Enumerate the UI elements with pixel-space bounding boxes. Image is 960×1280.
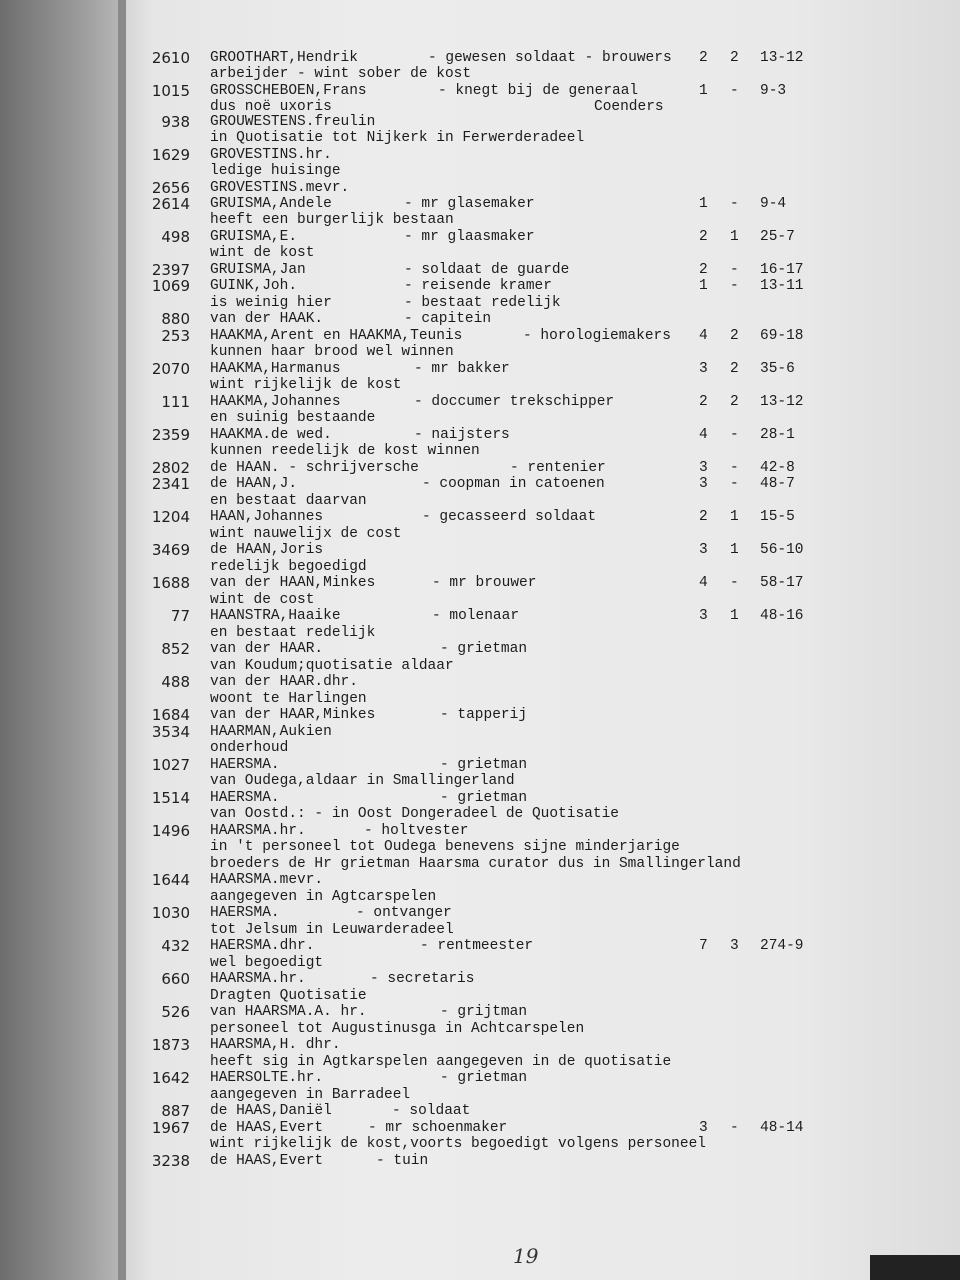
record-number: 1688	[151, 574, 190, 592]
entry-text: wint de kost	[210, 245, 315, 261]
record-number: 2070	[151, 360, 190, 378]
record-number: 111	[161, 393, 190, 411]
assessment: 13-11	[760, 278, 804, 294]
entry-text: GUINK,Joh.	[210, 278, 298, 294]
count-b: 2	[730, 361, 739, 377]
count-a: 4	[699, 427, 708, 443]
entry-text: van der HAAN,Minkes	[210, 575, 376, 591]
entry-text: personeel tot Augustinusga in Achtcarspelen	[210, 1021, 585, 1037]
record-number: 1015	[151, 82, 190, 100]
count-b: 2	[730, 394, 739, 410]
assessment: 13-12	[760, 50, 804, 66]
entry-text: GROVESTINS.hr.	[210, 147, 332, 163]
record-number: 488	[161, 673, 190, 691]
entry-text: is weinig hier	[210, 295, 332, 311]
count-b: -	[730, 196, 739, 212]
register-row	[0, 147, 960, 164]
entry-text: HAARMAN,Aukien	[210, 724, 332, 740]
register-row	[0, 394, 960, 411]
count-b: -	[730, 1120, 739, 1136]
record-number: 526	[161, 1003, 190, 1021]
entry-text: onderhoud	[210, 740, 289, 756]
register-row	[0, 1153, 960, 1170]
register-row	[0, 1054, 960, 1071]
record-number: 1204	[151, 508, 190, 526]
register-row	[0, 674, 960, 691]
assessment: 9-4	[760, 196, 787, 212]
record-number: 1967	[151, 1119, 190, 1137]
occupation: - molenaar	[432, 608, 520, 624]
occupation: - ontvanger	[356, 905, 452, 921]
record-number: 498	[161, 228, 190, 246]
count-b: 1	[730, 542, 739, 558]
count-a: 3	[699, 476, 708, 492]
assessment: 274-9	[760, 938, 804, 954]
assessment: 48-7	[760, 476, 795, 492]
register-row	[0, 905, 960, 922]
register-row	[0, 757, 960, 774]
entry-text: broeders de Hr grietman Haarsma curator dus in Smallingerland	[210, 856, 741, 872]
assessment: 58-17	[760, 575, 804, 591]
entry-text: HAARSMA.hr.	[210, 823, 306, 839]
record-number: 887	[161, 1102, 190, 1120]
register-row	[0, 311, 960, 328]
occupation: - tapperij	[440, 707, 528, 723]
record-number: 2359	[151, 426, 190, 444]
register-row	[0, 460, 960, 477]
occupation: - bestaat redelijk	[404, 295, 561, 311]
register-row	[0, 707, 960, 724]
register-row	[0, 938, 960, 955]
record-number: 3238	[151, 1152, 190, 1170]
occupation: - grietman	[440, 1070, 528, 1086]
register-row	[0, 1004, 960, 1021]
count-a: 3	[699, 542, 708, 558]
register-row	[0, 988, 960, 1005]
register-row	[0, 839, 960, 856]
record-number: 432	[161, 937, 190, 955]
entry-text: redelijk begoedigd	[210, 559, 367, 575]
page-number: 19	[513, 1244, 539, 1268]
register-row	[0, 526, 960, 543]
record-number: 1069	[151, 277, 190, 295]
register-row	[0, 542, 960, 559]
entry-text: en bestaat daarvan	[210, 493, 367, 509]
register-row	[0, 575, 960, 592]
occupation: - gewesen soldaat - brouwers	[428, 50, 672, 66]
entry-text: HAARSMA.hr.	[210, 971, 306, 987]
occupation: - grietman	[440, 790, 528, 806]
register-row	[0, 856, 960, 873]
entry-text: GROOTHART,Hendrik	[210, 50, 358, 66]
count-a: 2	[699, 262, 708, 278]
record-number: 1873	[151, 1036, 190, 1054]
assessment: 16-17	[760, 262, 804, 278]
occupation: - tuin	[376, 1153, 429, 1169]
record-number: 1629	[151, 146, 190, 164]
register-row	[0, 955, 960, 972]
count-a: 2	[699, 394, 708, 410]
entry-text: van Koudum;quotisatie aldaar	[210, 658, 454, 674]
register-row	[0, 83, 960, 100]
register-row	[0, 922, 960, 939]
entry-text: HAAKMA,Johannes	[210, 394, 341, 410]
assessment: 69-18	[760, 328, 804, 344]
entry-text: wint rijkelijk de kost	[210, 377, 402, 393]
entry-text: in Quotisatie tot Nijkerk in Ferwerderadeel	[210, 130, 585, 146]
entry-text: HAARSMA,H. dhr.	[210, 1037, 341, 1053]
record-number: 2610	[151, 49, 190, 67]
occupation: - coopman in catoenen	[422, 476, 605, 492]
entry-text: HAAKMA,Arent en HAAKMA,Teunis	[210, 328, 463, 344]
register-row	[0, 889, 960, 906]
occupation: - rentenier	[510, 460, 606, 476]
occupation: - soldaat	[392, 1103, 471, 1119]
record-number: 2656	[151, 179, 190, 197]
record-number: 938	[161, 113, 190, 131]
occupation: - grietman	[440, 757, 528, 773]
entry-text: van der HAAR.dhr.	[210, 674, 358, 690]
occupation: - horologiemakers	[523, 328, 671, 344]
count-a: 3	[699, 460, 708, 476]
occupation: Coenders	[594, 99, 664, 115]
register-row	[0, 328, 960, 345]
entry-text: GROSSCHEBOEN,Frans	[210, 83, 367, 99]
entry-text: heeft sig in Agtkarspelen aangegeven in de quotisatie	[210, 1054, 672, 1070]
entry-text: de HAAN. - schrijversche	[210, 460, 419, 476]
occupation: - mr schoenmaker	[368, 1120, 508, 1136]
register-row	[0, 592, 960, 609]
count-a: 4	[699, 575, 708, 591]
register-row	[0, 790, 960, 807]
entry-text: HAARSMA.mevr.	[210, 872, 324, 888]
entry-text: HAAKMA,Harmanus	[210, 361, 341, 377]
entry-text: de HAAS,Evert	[210, 1153, 324, 1169]
count-b: -	[730, 460, 739, 476]
entry-text: wint nauwelijx de cost	[210, 526, 402, 542]
entry-text: en bestaat redelijk	[210, 625, 376, 641]
entry-text: van Oostd.: - in Oost Dongeradeel de Quotisatie	[210, 806, 619, 822]
register-row	[0, 493, 960, 510]
entry-text: arbeijder - wint sober de kost	[210, 66, 472, 82]
register-row	[0, 872, 960, 889]
occupation: - mr brouwer	[432, 575, 537, 591]
record-number: 1514	[151, 789, 190, 807]
count-a: 3	[699, 1120, 708, 1136]
entry-text: van Oudega,aldaar in Smallingerland	[210, 773, 515, 789]
register-row	[0, 476, 960, 493]
count-a: 2	[699, 229, 708, 245]
count-a: 3	[699, 608, 708, 624]
occupation: - grietman	[440, 641, 528, 657]
assessment: 9-3	[760, 83, 787, 99]
entry-text: HAANSTRA,Haaike	[210, 608, 341, 624]
register-row	[0, 196, 960, 213]
register-row	[0, 740, 960, 757]
entry-text: HAERSOLTE.hr.	[210, 1070, 324, 1086]
register-row	[0, 1087, 960, 1104]
register-row	[0, 806, 960, 823]
register-row	[0, 443, 960, 460]
entry-text: HAERSMA.	[210, 790, 280, 806]
count-b: 2	[730, 328, 739, 344]
count-b: 2	[730, 50, 739, 66]
entry-text: GRUISMA,E.	[210, 229, 298, 245]
register-row	[0, 114, 960, 131]
entry-text: in 't personeel tot Oudega benevens sijne minderjarige	[210, 839, 680, 855]
entry-text: van HAARSMA.A. hr.	[210, 1004, 367, 1020]
count-a: 7	[699, 938, 708, 954]
register-row	[0, 559, 960, 576]
record-number: 660	[161, 970, 190, 988]
record-number: 1027	[151, 756, 190, 774]
entry-text: en suinig bestaande	[210, 410, 376, 426]
count-b: -	[730, 278, 739, 294]
register-row	[0, 361, 960, 378]
record-number: 1684	[151, 706, 190, 724]
occupation: - doccumer trekschipper	[414, 394, 615, 410]
register-row	[0, 427, 960, 444]
count-b: -	[730, 427, 739, 443]
count-a: 1	[699, 278, 708, 294]
register-row	[0, 262, 960, 279]
register-row	[0, 608, 960, 625]
record-number: 880	[161, 310, 190, 328]
register-row	[0, 377, 960, 394]
count-a: 2	[699, 50, 708, 66]
entry-text: HAERSMA.	[210, 905, 280, 921]
count-b: 3	[730, 938, 739, 954]
count-b: -	[730, 262, 739, 278]
register-row	[0, 691, 960, 708]
assessment: 48-16	[760, 608, 804, 624]
record-number: 1642	[151, 1069, 190, 1087]
occupation: - grijtman	[440, 1004, 528, 1020]
register-row	[0, 658, 960, 675]
occupation: - mr glaasmaker	[404, 229, 535, 245]
register-row	[0, 724, 960, 741]
register-row	[0, 1136, 960, 1153]
occupation: - rentmeester	[420, 938, 534, 954]
entry-text: de HAAS,Evert	[210, 1120, 324, 1136]
register-row	[0, 509, 960, 526]
occupation: - knegt bij de generaal	[438, 83, 639, 99]
count-b: -	[730, 476, 739, 492]
register-row	[0, 163, 960, 180]
count-b: 1	[730, 509, 739, 525]
entry-text: wel begoedigt	[210, 955, 324, 971]
count-a: 3	[699, 361, 708, 377]
record-number: 77	[170, 607, 190, 625]
entry-text: Dragten Quotisatie	[210, 988, 367, 1004]
entry-text: HAAN,Johannes	[210, 509, 324, 525]
entry-text: de HAAN,J.	[210, 476, 298, 492]
assessment: 25-7	[760, 229, 795, 245]
entry-text: dus noë uxoris	[210, 99, 332, 115]
register-row	[0, 1021, 960, 1038]
entry-text: GROUWESTENS.freulin	[210, 114, 376, 130]
count-b: -	[730, 575, 739, 591]
assessment: 35-6	[760, 361, 795, 377]
entry-text: aangegeven in Barradeel	[210, 1087, 411, 1103]
register-row	[0, 1103, 960, 1120]
count-b: -	[730, 83, 739, 99]
record-number: 852	[161, 640, 190, 658]
occupation: - soldaat de guarde	[404, 262, 570, 278]
register-row	[0, 245, 960, 262]
occupation: - secretaris	[370, 971, 475, 987]
record-number: 1030	[151, 904, 190, 922]
entry-text: GRUISMA,Jan	[210, 262, 306, 278]
count-a: 2	[699, 509, 708, 525]
count-b: 1	[730, 229, 739, 245]
entry-text: HAERSMA.dhr.	[210, 938, 315, 954]
entry-text: HAAKMA.de wed.	[210, 427, 332, 443]
register-row	[0, 50, 960, 67]
assessment: 28-1	[760, 427, 795, 443]
record-number: 2397	[151, 261, 190, 279]
record-number: 2802	[151, 459, 190, 477]
entry-text: de HAAS,Daniël	[210, 1103, 332, 1119]
register-row	[0, 410, 960, 427]
table-edge	[870, 1255, 960, 1280]
occupation: - mr bakker	[414, 361, 510, 377]
register-row	[0, 278, 960, 295]
entry-text: van der HAAK.	[210, 311, 324, 327]
record-number: 2341	[151, 475, 190, 493]
occupation: - holtvester	[364, 823, 469, 839]
entry-text: aangegeven in Agtcarspelen	[210, 889, 437, 905]
entry-text: de HAAN,Joris	[210, 542, 324, 558]
assessment: 56-10	[760, 542, 804, 558]
register-row	[0, 1120, 960, 1137]
assessment: 13-12	[760, 394, 804, 410]
entry-text: van der HAAR,Minkes	[210, 707, 376, 723]
record-number: 1496	[151, 822, 190, 840]
register-row	[0, 130, 960, 147]
assessment: 48-14	[760, 1120, 804, 1136]
entry-text: wint rijkelijk de kost,voorts begoedigt volgens personeel	[210, 1136, 706, 1152]
entry-text: tot Jelsum in Leuwarderadeel	[210, 922, 454, 938]
count-a: 1	[699, 83, 708, 99]
assessment: 42-8	[760, 460, 795, 476]
register-row	[0, 180, 960, 197]
record-number: 3534	[151, 723, 190, 741]
entry-text: GROVESTINS.mevr.	[210, 180, 350, 196]
entry-text: kunnen reedelijk de kost winnen	[210, 443, 480, 459]
count-a: 1	[699, 196, 708, 212]
occupation: - capitein	[404, 311, 492, 327]
register-row	[0, 212, 960, 229]
entry-text: kunnen haar brood wel winnen	[210, 344, 454, 360]
count-a: 4	[699, 328, 708, 344]
record-number: 3469	[151, 541, 190, 559]
entry-text: GRUISMA,Andele	[210, 196, 332, 212]
entry-text: HAERSMA.	[210, 757, 280, 773]
entry-text: wint de cost	[210, 592, 315, 608]
register-row	[0, 641, 960, 658]
register-row	[0, 823, 960, 840]
register-row	[0, 229, 960, 246]
occupation: - mr glasemaker	[404, 196, 535, 212]
record-number: 253	[161, 327, 190, 345]
occupation: - naijsters	[414, 427, 510, 443]
assessment: 15-5	[760, 509, 795, 525]
count-b: 1	[730, 608, 739, 624]
register-row	[0, 971, 960, 988]
register-row	[0, 66, 960, 83]
occupation: - gecasseerd soldaat	[422, 509, 597, 525]
register-row	[0, 1037, 960, 1054]
register-row	[0, 625, 960, 642]
register-row	[0, 773, 960, 790]
entry-text: ledige huisinge	[210, 163, 341, 179]
entry-text: heeft een burgerlijk bestaan	[210, 212, 454, 228]
register-row	[0, 1070, 960, 1087]
register-row	[0, 344, 960, 361]
register-row	[0, 295, 960, 312]
entry-text: woont te Harlingen	[210, 691, 367, 707]
record-number: 1644	[151, 871, 190, 889]
occupation: - reisende kramer	[404, 278, 552, 294]
record-number: 2614	[151, 195, 190, 213]
entry-text: van der HAAR.	[210, 641, 324, 657]
